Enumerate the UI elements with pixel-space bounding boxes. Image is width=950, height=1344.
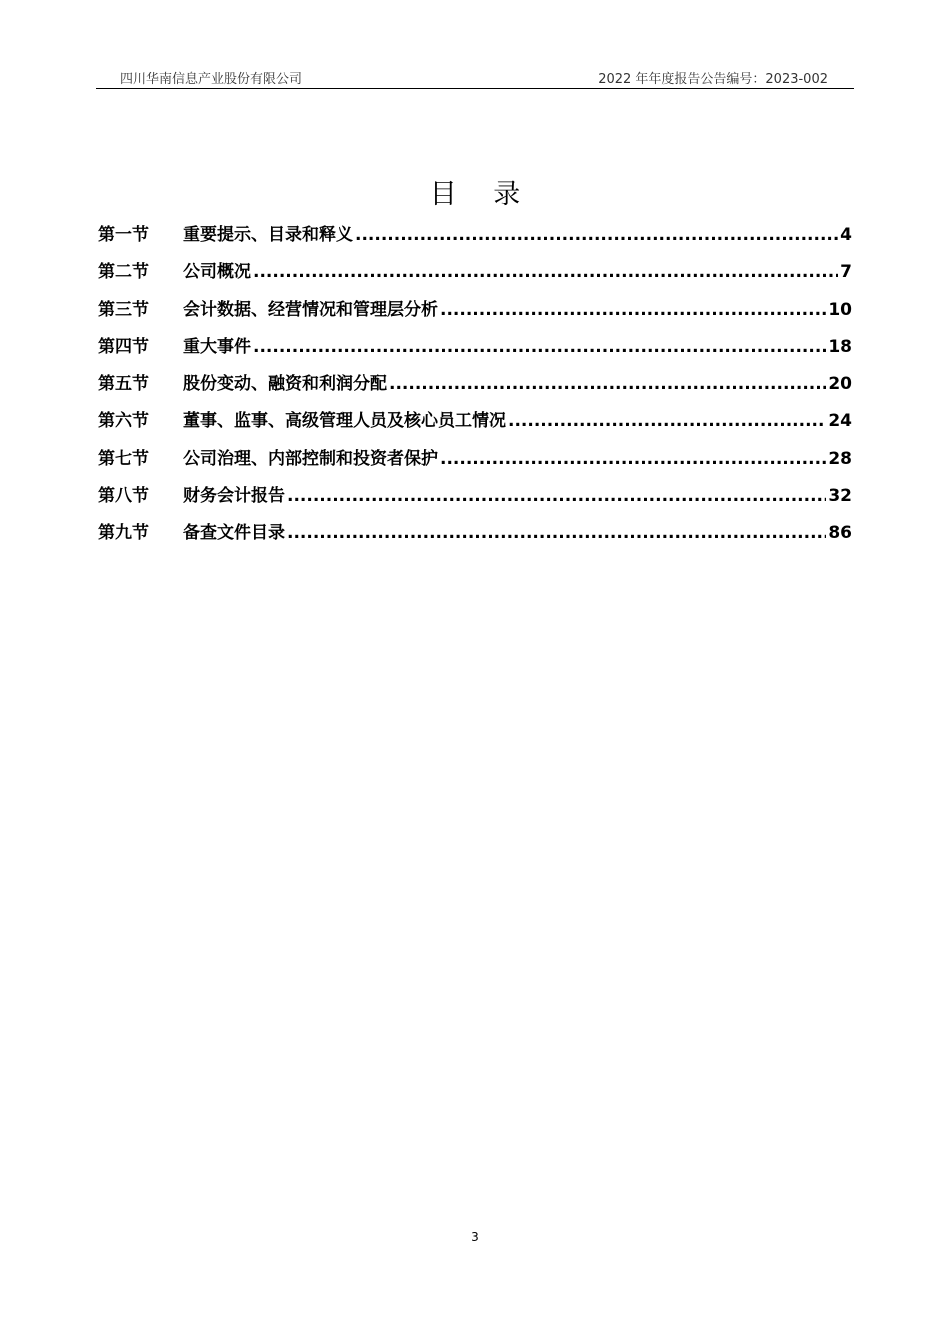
toc-entry-title: 财务会计报告 [183,486,285,507]
toc-leader-dots [508,406,826,436]
toc-leader-dots [440,444,826,474]
toc-entry[interactable] [98,369,852,406]
toc-page-number: 24 [828,411,852,432]
toc-entry[interactable] [98,257,852,294]
header-report-id: 2022 年年度报告公告编号：2023-002 [598,72,828,87]
toc-section-label: 第六节 [98,411,149,432]
toc-title: 目 录 [429,179,535,210]
page-number: 3 [471,1230,479,1244]
toc-entry-title: 重大事件 [183,336,251,357]
toc-page-number: 18 [828,336,852,357]
toc-page-number: 7 [840,262,852,283]
toc-page-number: 32 [828,486,852,507]
toc-entry-title: 公司治理、内部控制和投资者保护 [183,448,438,469]
toc-section-label: 第四节 [98,336,149,357]
toc-entry[interactable] [98,444,852,481]
toc-leader-dots [253,332,826,362]
toc-page-number: 4 [840,225,852,245]
toc-leader-dots [253,257,838,287]
toc-entry-title: 股份变动、融资和利润分配 [183,374,387,395]
toc-leader-dots [355,220,838,250]
toc-entry-title: 重要提示、目录和释义 [183,225,353,245]
toc-section-label: 第五节 [98,374,149,395]
page-header [96,66,854,89]
toc-leader-dots [389,369,826,399]
toc-entry[interactable] [98,220,852,257]
toc-entry-title: 备查文件目录 [183,523,285,544]
toc-entry-title: 董事、监事、高级管理人员及核心员工情况 [183,411,506,432]
toc-entry[interactable] [98,332,852,369]
toc-leader-dots [440,295,826,325]
toc-page-number: 20 [828,374,852,395]
toc-entry[interactable] [98,295,852,332]
toc-section-label: 第二节 [98,262,149,283]
toc-entry[interactable] [98,481,852,518]
toc-section-label: 第三节 [98,299,149,320]
toc-entry-title: 公司概况 [183,262,251,283]
table-of-contents [98,220,852,556]
toc-entry-title: 会计数据、经营情况和管理层分析 [183,299,438,320]
toc-page-number: 28 [828,448,852,469]
toc-page-number: 86 [828,523,852,544]
toc-section-label: 第八节 [98,486,149,507]
toc-section-label: 第七节 [98,448,149,469]
header-company-name: 四川华南信息产业股份有限公司 [120,72,303,87]
toc-leader-dots [287,518,826,548]
toc-leader-dots [287,481,826,511]
toc-section-label: 第九节 [98,523,149,544]
toc-section-label: 第一节 [98,225,149,245]
toc-entry[interactable] [98,406,852,443]
toc-entry[interactable] [98,518,852,555]
toc-page-number: 10 [828,299,852,320]
